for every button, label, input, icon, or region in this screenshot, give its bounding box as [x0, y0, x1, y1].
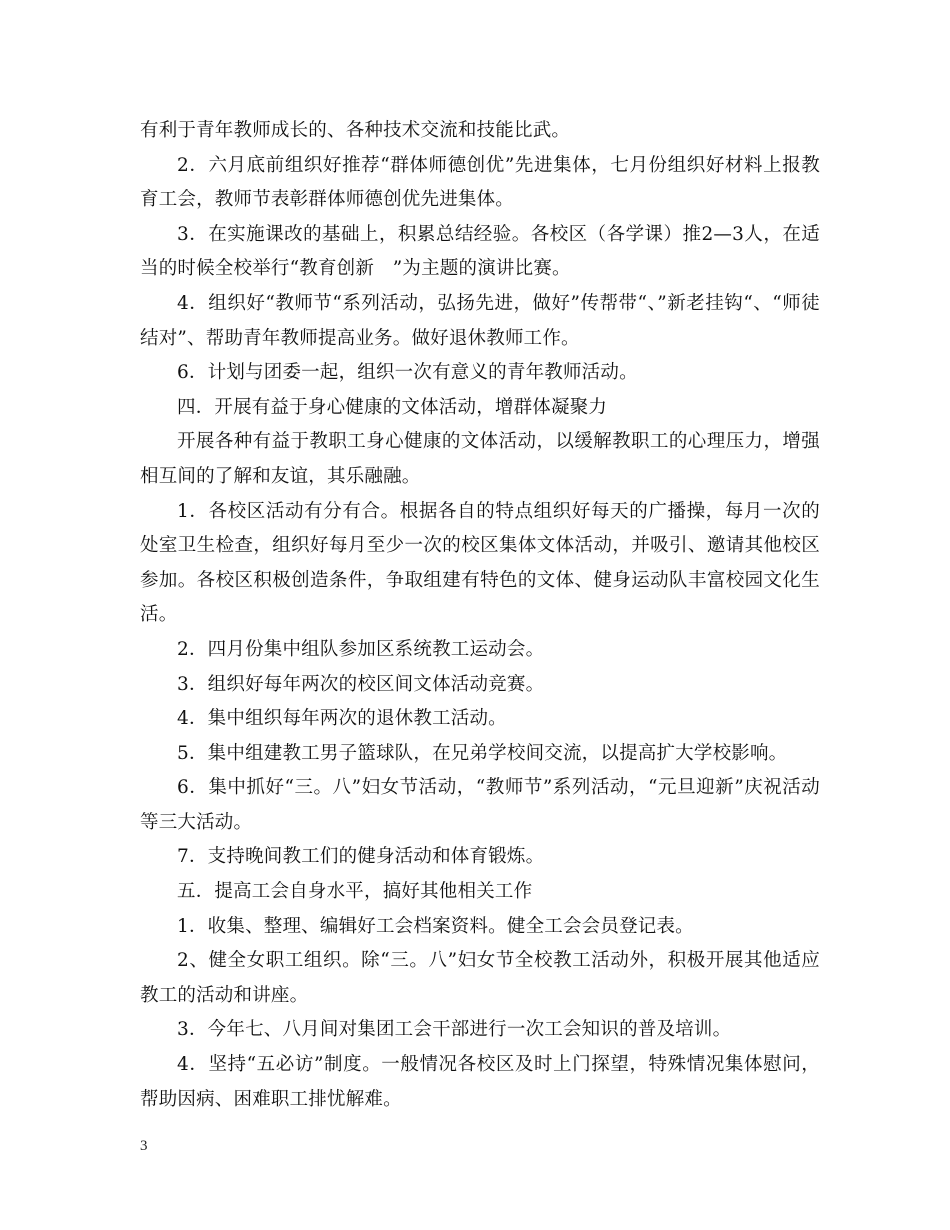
paragraph: 开展各种有益于教职工身心健康的文体活动，以缓解教职工的心理压力，增强相互间的了解和友谊，其乐融融。 — [140, 431, 820, 487]
paragraph: 2、健全女职工组织。除“三。八”妇女节全校教工活动外，积极开展其他适应教工的活动和讲座。 — [140, 950, 820, 1006]
paragraph: 1．收集、整理、编辑好工会档案资料。健全工会会员登记表。 — [177, 915, 694, 937]
paragraph: 3．今年七、八月间对集团工会干部进行一次工会知识的普及培训。 — [177, 1019, 732, 1041]
paragraph: 7．支持晚间教工们的健身活动和体育锻炼。 — [177, 846, 545, 868]
paragraph: 3．组织好每年两次的校区间文体活动竞赛。 — [177, 673, 545, 695]
paragraph: 2．六月底前组织好推荐“群体师德创优”先进集体，七月份组织好材料上报教育工会，教师节表彰群体师德创优先进集体。 — [140, 154, 820, 211]
paragraph: 2．四月份集中组队参加区系统教工运动会。 — [177, 638, 545, 660]
section-heading: 四．开展有益于身心健康的文体活动，增群体凝聚力 — [177, 396, 608, 418]
page-number: 3 — [140, 1138, 148, 1154]
section-heading: 五．提高工会自身水平，搞好其他相关工作 — [177, 881, 533, 903]
paragraph: 6．计划与团委一起，组织一次有意义的青年教师活动。 — [177, 362, 638, 384]
paragraph: 6．集中抓好“三。八”妇女节活动，“教师节”系列活动，“元旦迎新”庆祝活动等三大活动。 — [140, 777, 820, 833]
paragraph: 3．在实施课改的基础上，积累总结经验。各校区（各学课）推2—3人，在适当的时候全校举行“教育创新 ”为主题的演讲比赛。 — [140, 223, 820, 280]
paragraph: 5．集中组建教工男子篮球队，在兄弟学校间交流，以提高扩大学校影响。 — [177, 742, 788, 764]
document-body — [140, 114, 820, 1117]
paragraph: 1．各校区活动有分有合。根据各自的特点组织好每天的广播操，每月一次的处室卫生检查，组织好每月至少一次的校区集体文体活动，并吸引、邀请其他校区参加。各校区积极创造条件，争取组建有特色的文体、健身运动队丰富校园文化生活。 — [140, 500, 820, 626]
paragraph: 有利于青年教师成长的、各种技术交流和技能比武。 — [140, 120, 571, 141]
paragraph: 4．坚持“五必访”制度。一般情况各校区及时上门探望，特殊情况集体慰问，帮助因病、困难职工排忧解难。 — [140, 1054, 820, 1110]
paragraph: 4．组织好“教师节“系列活动，弘扬先进，做好”传帮带“、”新老挂钩“、“师徒结对”、帮助青年教师提高业务。做好退休教师工作。 — [140, 292, 820, 349]
paragraph: 4．集中组织每年两次的退休教工活动。 — [177, 708, 507, 730]
